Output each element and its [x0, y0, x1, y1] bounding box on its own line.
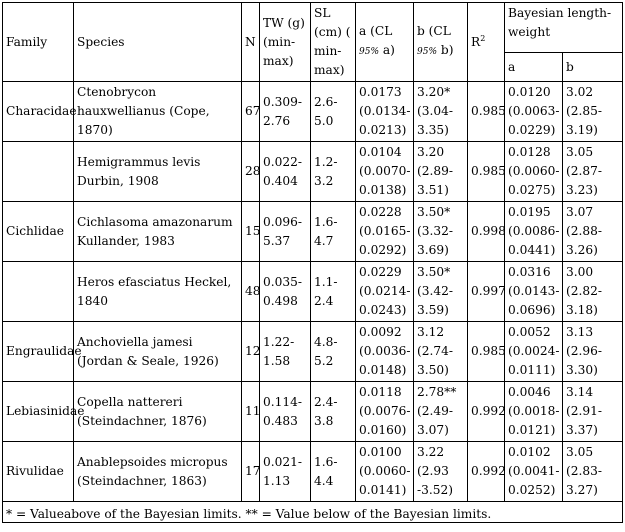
cell-bayes-b: 3.05 (2.87-3.23) [563, 142, 623, 202]
header-a-tail: a) [379, 43, 395, 57]
table-row [3, 442, 623, 502]
header-r2-main: R [471, 34, 481, 49]
cell-n: 28 [242, 142, 260, 202]
cell-species: Cichlasoma amazonarum Kullander, 1983 [74, 202, 242, 262]
header-b-sub: 95% [417, 47, 438, 57]
cell-tw: 0.021-1.13 [260, 442, 311, 502]
header-b-main: b (CL [417, 24, 451, 38]
header-a [356, 3, 414, 82]
cell-r2: 0.997 [468, 262, 505, 322]
cell-bayes-a: 0.0046 (0.0018-0.0121) [505, 382, 563, 442]
header-a-main: a (CL [359, 24, 393, 38]
cell-species: Hemigrammus levis Durbin, 1908 [74, 142, 242, 202]
cell-bayes-b: 3.13 (2.96-3.30) [563, 322, 623, 382]
cell-bayes-b: 3.00 (2.82-3.18) [563, 262, 623, 322]
header-sl: SL (cm) ( min-max) [311, 3, 356, 82]
cell-r2: 0.985 [468, 322, 505, 382]
cell-r2: 0.985 [468, 142, 505, 202]
cell-tw: 0.035-0.498 [260, 262, 311, 322]
cell-b: 3.20 (2.89-3.51) [414, 142, 468, 202]
cell-n: 67 [242, 82, 260, 142]
cell-sl: 1.2-3.2 [311, 142, 356, 202]
cell-a: 0.0118 (0.0076-0.0160) [356, 382, 414, 442]
table-row [3, 82, 623, 142]
cell-sl: 2.4-3.8 [311, 382, 356, 442]
cell-n: 15 [242, 202, 260, 262]
cell-b: 3.20* (3.04-3.35) [414, 82, 468, 142]
cell-bayes-a: 0.0316 (0.0143-0.0696) [505, 262, 563, 322]
header-n: N [242, 3, 260, 82]
header-tw: TW (g) (min-max) [260, 3, 311, 82]
cell-r2: 0.998 [468, 202, 505, 262]
cell-bayes-a: 0.0128 (0.0060-0.0275) [505, 142, 563, 202]
cell-bayes-b: 3.14 (2.91-3.37) [563, 382, 623, 442]
cell-bayes-b: 3.05 (2.83-3.27) [563, 442, 623, 502]
cell-n: 48 [242, 262, 260, 322]
cell-n: 17 [242, 442, 260, 502]
cell-b: 3.50* (3.42-3.59) [414, 262, 468, 322]
cell-n: 11 [242, 382, 260, 442]
table-row [3, 262, 623, 322]
cell-b: 3.12 (2.74-3.50) [414, 322, 468, 382]
cell-tw: 1.22-1.58 [260, 322, 311, 382]
cell-tw: 0.022-0.404 [260, 142, 311, 202]
cell-tw: 0.309-2.76 [260, 82, 311, 142]
cell-a: 0.0100 (0.0060-0.0141) [356, 442, 414, 502]
cell-sl: 1.1-2.4 [311, 262, 356, 322]
cell-b: 3.50* (3.32-3.69) [414, 202, 468, 262]
header-bayesian: Bayesian length-weight [505, 3, 623, 53]
cell-b: 2.78** (2.49-3.07) [414, 382, 468, 442]
cell-b: 3.22 (2.93 -3.52) [414, 442, 468, 502]
length-weight-table [2, 2, 623, 523]
cell-family [3, 142, 74, 202]
cell-sl: 1.6-4.4 [311, 442, 356, 502]
cell-family: Cichlidae [3, 202, 74, 262]
cell-family: Lebiasinidae [3, 382, 74, 442]
cell-bayes-a: 0.0195 (0.0086-0.0441) [505, 202, 563, 262]
table-row [3, 382, 623, 442]
header-a-sub: 95% [359, 47, 380, 57]
footnote: * = Valueabove of the Bayesian limits. ** = Value below of the Bayesian limits. [3, 502, 623, 523]
header-family: Family [3, 3, 74, 82]
cell-species: Heros efasciatus Heckel, 1840 [74, 262, 242, 322]
cell-a: 0.0092 (0.0036-0.0148) [356, 322, 414, 382]
header-b [414, 3, 468, 82]
cell-family: Characidae [3, 82, 74, 142]
cell-bayes-a: 0.0052 (0.0024-0.0111) [505, 322, 563, 382]
cell-bayes-a: 0.0102 (0.0041-0.0252) [505, 442, 563, 502]
cell-tw: 0.096-5.37 [260, 202, 311, 262]
cell-r2: 0.992 [468, 382, 505, 442]
cell-species: Copella nattereri (Steindachner, 1876) [74, 382, 242, 442]
cell-sl: 4.8-5.2 [311, 322, 356, 382]
cell-species: Anablepsoides micropus (Steindachner, 1863) [74, 442, 242, 502]
cell-r2: 0.992 [468, 442, 505, 502]
cell-family [3, 262, 74, 322]
cell-bayes-b: 3.02 (2.85-3.19) [563, 82, 623, 142]
table-row [3, 202, 623, 262]
table-row [3, 322, 623, 382]
cell-species: Ctenobrycon hauxwellianus (Cope, 1870) [74, 82, 242, 142]
cell-a: 0.0229 (0.0214-0.0243) [356, 262, 414, 322]
cell-a: 0.0228 (0.0165-0.0292) [356, 202, 414, 262]
table-row [3, 142, 623, 202]
header-b-tail: b) [437, 43, 454, 57]
cell-tw: 0.114-0.483 [260, 382, 311, 442]
header-bayes-a: a [505, 53, 563, 82]
cell-sl: 1.6-4.7 [311, 202, 356, 262]
cell-n: 12 [242, 322, 260, 382]
cell-species: Anchoviella jamesi (Jordan & Seale, 1926) [74, 322, 242, 382]
header-bayes-b: b [563, 53, 623, 82]
cell-a: 0.0173 (0.0134-0.0213) [356, 82, 414, 142]
header-species: Species [74, 3, 242, 82]
cell-a: 0.0104 (0.0070-0.0138) [356, 142, 414, 202]
cell-sl: 2.6-5.0 [311, 82, 356, 142]
cell-bayes-a: 0.0120 (0.0063-0.0229) [505, 82, 563, 142]
cell-r2: 0.985 [468, 82, 505, 142]
cell-family: Engraulidae [3, 322, 74, 382]
cell-bayes-b: 3.07 (2.88-3.26) [563, 202, 623, 262]
header-row [3, 3, 623, 53]
header-r2-sup: 2 [480, 33, 486, 43]
footnote-row [3, 502, 623, 523]
cell-family: Rivulidae [3, 442, 74, 502]
header-r2 [468, 3, 505, 82]
